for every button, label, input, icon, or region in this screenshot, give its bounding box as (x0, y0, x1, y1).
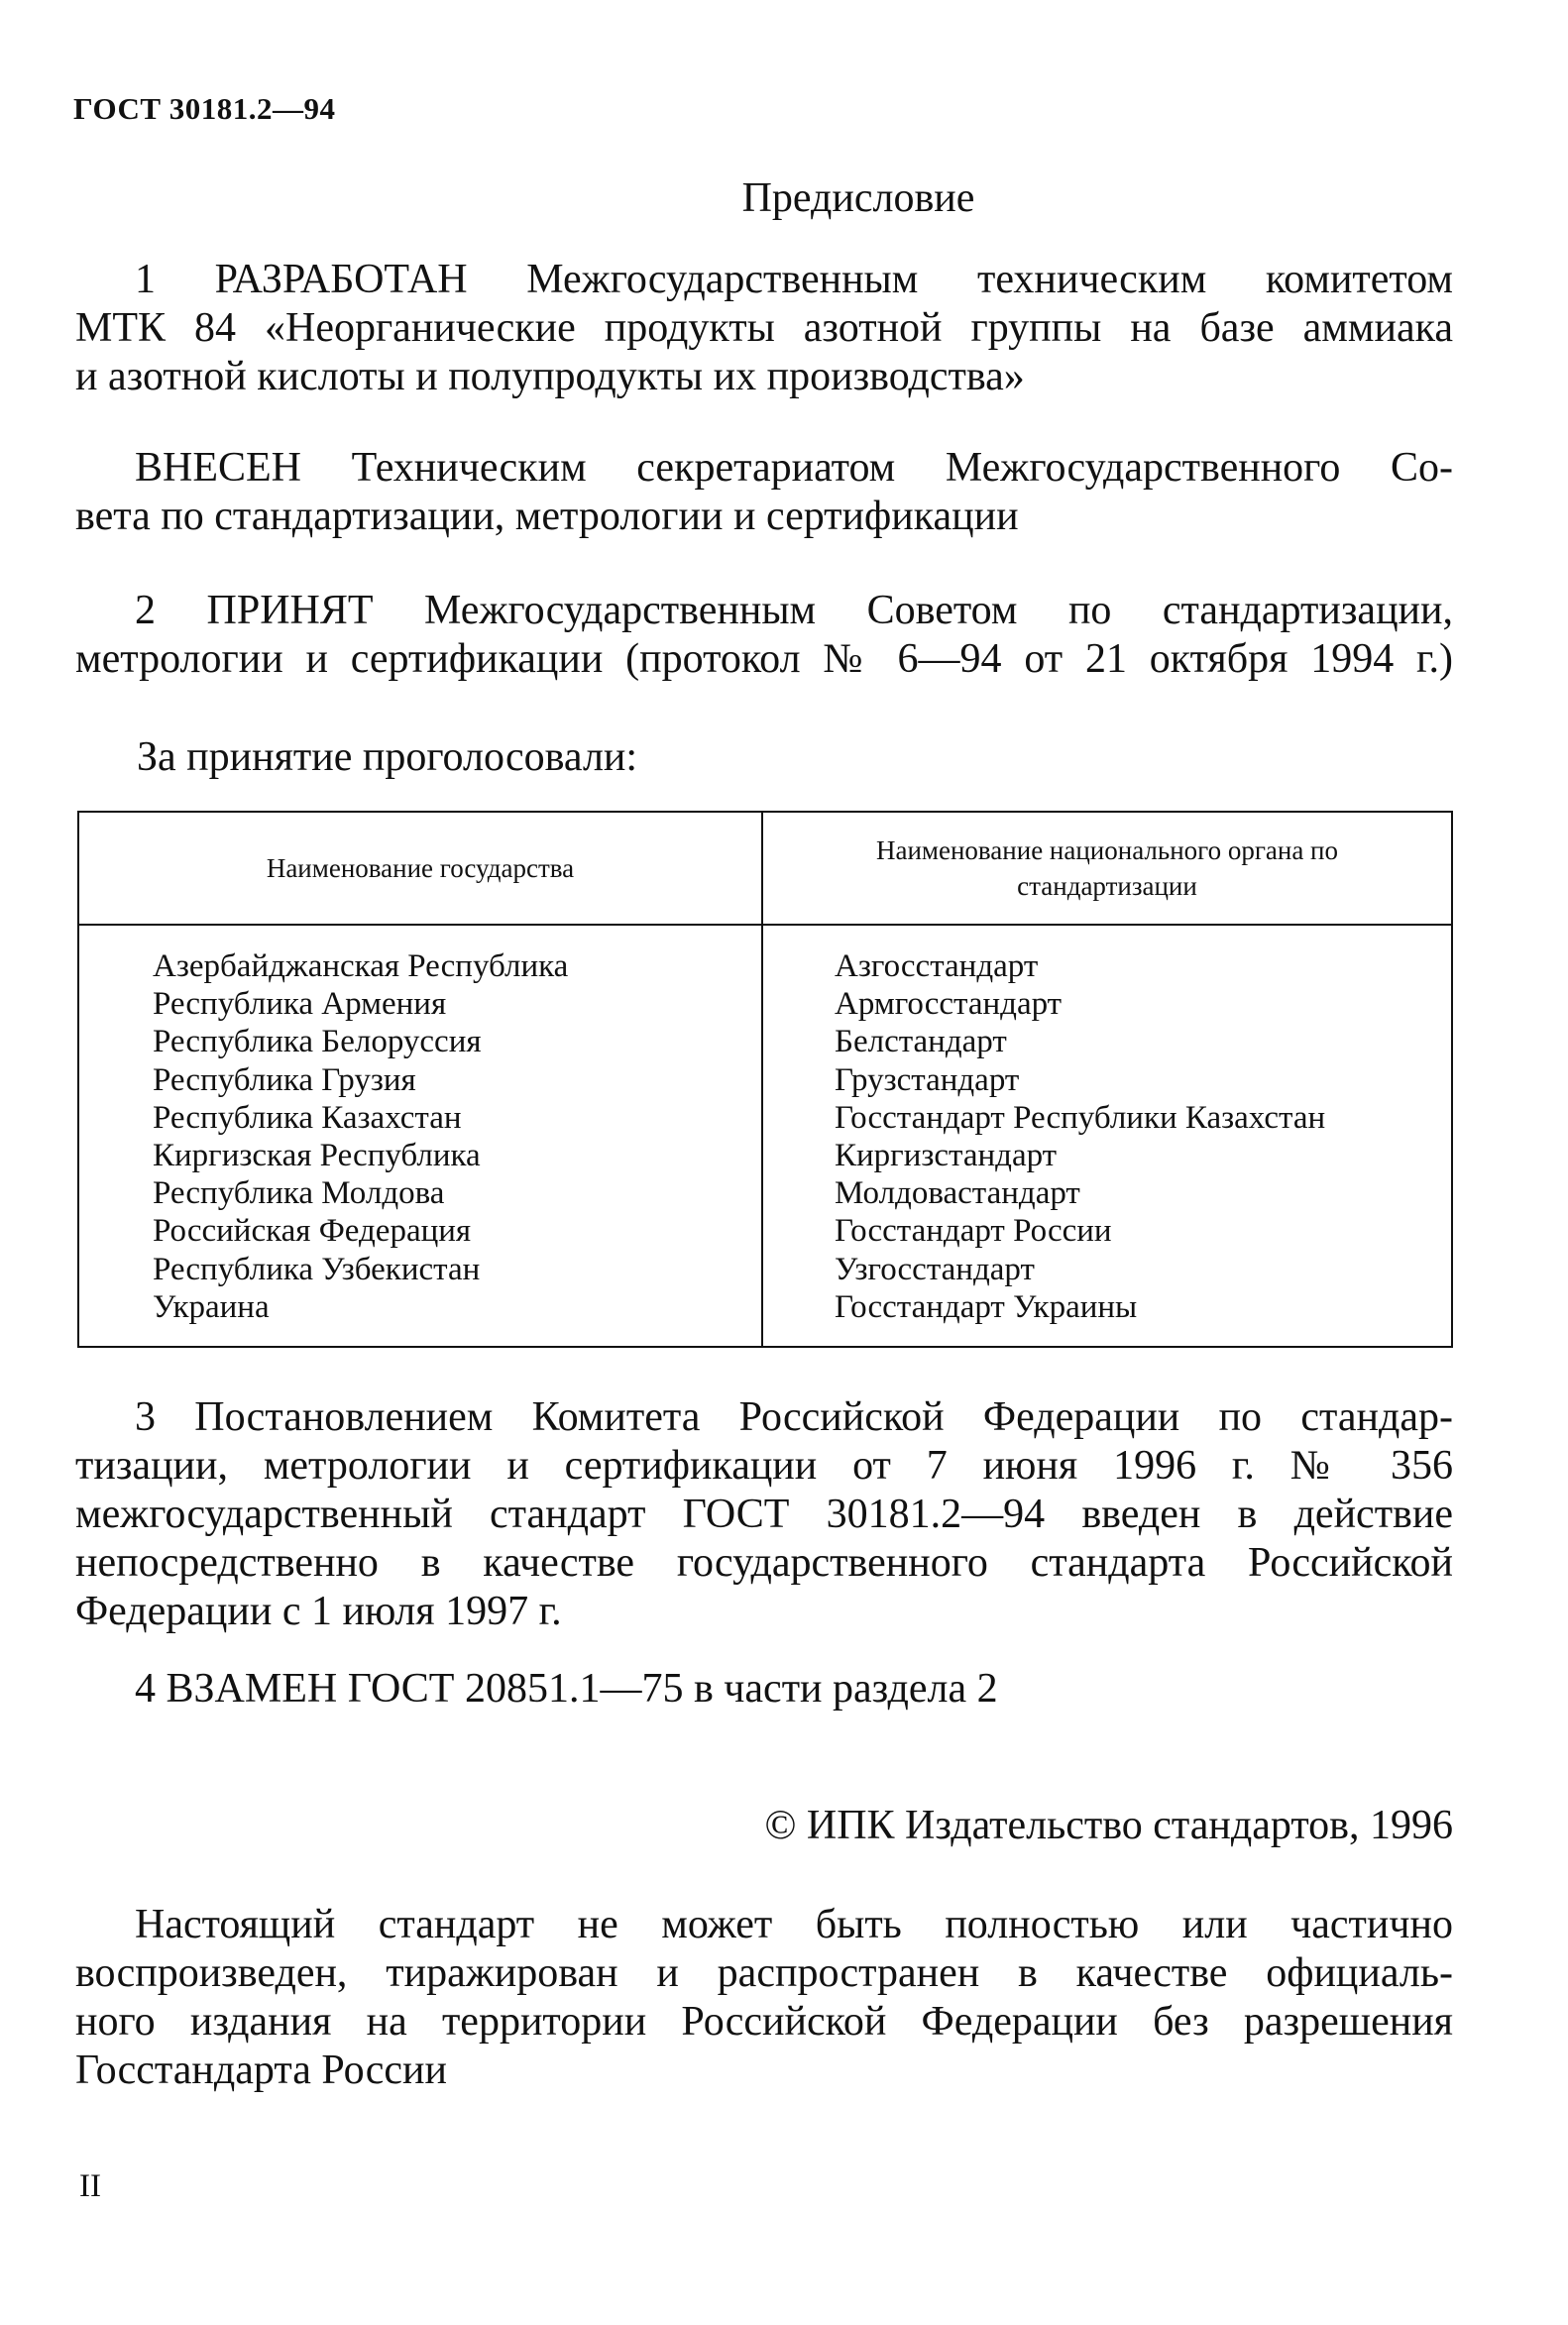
section-2-line: метрологии и сертификации (протокол № 6—94 от 21 октября 1994 г.) (75, 636, 1453, 682)
section-4-replaces (75, 1665, 1453, 1714)
notice-line: воспроизведен, тиражирован и распространен в качестве официаль- (75, 1950, 1453, 1996)
state-name: Украина (153, 1288, 270, 1325)
state-name: Республика Грузия (153, 1061, 416, 1098)
notice-line: Настоящий стандарт не может быть полностью или частично (135, 1902, 1453, 1947)
national-body-name: Госстандарт Республики Казахстан (835, 1099, 1326, 1136)
table-header-national-body (763, 832, 1451, 904)
state-name: Республика Молдова (153, 1175, 445, 1212)
vote-label: За принятие проголосовали: (137, 734, 638, 780)
section-3-line: Федерации с 1 июля 1997 г. (75, 1589, 562, 1634)
table-header-state: Наименование государства (266, 853, 575, 883)
section-3-line: непосредственно в качестве государственного стандарта Российской (75, 1540, 1453, 1586)
state-name: Российская Федерация (153, 1213, 472, 1250)
national-body-name: Киргизстандарт (835, 1138, 1058, 1174)
section-introduced (75, 444, 1453, 541)
section-1-developed (75, 256, 1453, 401)
introduced-line: вета по стандартизации, метрологии и сертификации (75, 494, 1019, 539)
state-name: Республика Узбекистан (153, 1251, 481, 1287)
page-number: II (79, 2168, 101, 2204)
notice-line: ного издания на территории Российской Федерации без разрешения (75, 1999, 1453, 2045)
national-body-name: Белстандарт (835, 1024, 1007, 1060)
national-body-name: Азгосстандарт (835, 948, 1039, 984)
voting-table (77, 811, 1453, 1348)
section-1-line: МТК 84 «Неорганические продукты азотной группы на базе аммиака (75, 305, 1453, 351)
national-body-name: Армгосстандарт (835, 986, 1063, 1023)
section-3-resolution (75, 1393, 1453, 1636)
section-4-line: 4 ВЗАМЕН ГОСТ 20851.1—75 в части раздела 2 (135, 1666, 998, 1712)
section-3-line: межгосударственный стандарт ГОСТ 30181.2—94 введен в действие (75, 1492, 1453, 1537)
state-name: Республика Казахстан (153, 1099, 462, 1136)
copyright-notice: © ИПК Издательство стандартов, 1996 (764, 1803, 1453, 1848)
section-2-adopted (75, 587, 1453, 684)
national-body-name: Узгосстандарт (835, 1251, 1035, 1287)
notice-line: Госстандарта России (75, 2048, 447, 2093)
national-body-name: Молдовастандарт (835, 1175, 1080, 1212)
states-column (153, 947, 568, 1326)
national-body-name: Грузстандарт (835, 1061, 1020, 1098)
table-header-divider (79, 924, 1451, 926)
state-name: Киргизская Республика (153, 1138, 481, 1174)
state-name: Азербайджанская Республика (153, 948, 569, 984)
section-3-line: тизации, метрологии и сертификации от 7 июня 1996 г. № 356 (75, 1443, 1453, 1489)
national-body-name: Госстандарт России (835, 1213, 1112, 1250)
section-1-line: и азотной кислоты и полупродукты их производства» (75, 354, 1025, 399)
state-name: Республика Белоруссия (153, 1024, 482, 1060)
table-header-national-body-line: Наименование национального органа по (875, 835, 1339, 865)
section-2-line: 2 ПРИНЯТ Межгосударственным Советом по стандартизации, (135, 588, 1453, 633)
standard-code: ГОСТ 30181.2—94 (73, 91, 336, 126)
section-3-line: 3 Постановлением Комитета Российской Федерации по стандар- (135, 1394, 1453, 1440)
section-1-line: 1 РАЗРАБОТАН Межгосударственным техническим комитетом (135, 257, 1453, 302)
reproduction-notice (75, 1901, 1453, 2095)
table-header-national-body-line: стандартизации (1017, 871, 1197, 901)
state-name: Республика Армения (153, 986, 447, 1023)
national-body-name: Госстандарт Украины (835, 1288, 1138, 1325)
page-title: Предисловие (741, 175, 975, 221)
national-bodies-column (835, 947, 1325, 1326)
introduced-line: ВНЕСЕН Техническим секретариатом Межгосударственного Со- (135, 445, 1453, 491)
